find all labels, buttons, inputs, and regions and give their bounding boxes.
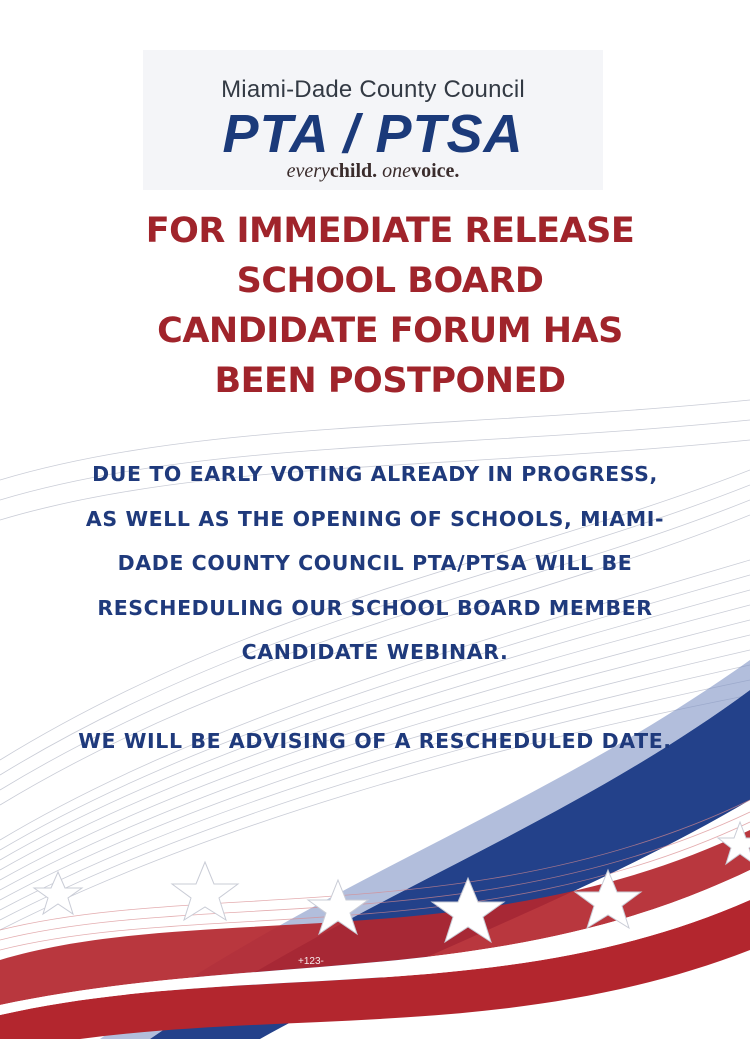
announcement-line: DUE TO EARLY VOTING ALREADY IN PROGRESS,	[92, 462, 658, 486]
paragraph-gap	[40, 675, 710, 719]
footer-contact-fragment: +123-	[298, 956, 324, 967]
headline-line: SCHOOL BOARD	[236, 261, 544, 301]
announcement-line: CANDIDATE WEBINAR.	[241, 640, 509, 664]
announcement-line: DADE COUNTY COUNCIL PTA/PTSA WILL BE	[117, 551, 633, 575]
tagline-every: every	[286, 160, 330, 182]
tagline-voice: voice.	[411, 160, 460, 182]
pta-ptsa-logo	[143, 50, 603, 190]
announcement-closing: WE WILL BE ADVISING OF A RESCHEDULED DATE.	[78, 728, 672, 753]
headline-line: BEEN POSTPONED	[214, 361, 566, 401]
council-name: Miami-Dade County Council	[221, 76, 525, 103]
tagline-one: one	[382, 160, 412, 182]
announcement-body	[40, 452, 710, 763]
announcement-line: AS WELL AS THE OPENING OF SCHOOLS, MIAMI-	[85, 506, 665, 531]
headline	[90, 206, 690, 406]
logo-tagline	[143, 160, 603, 183]
tagline-child: child.	[329, 160, 378, 182]
headline-line: CANDIDATE FORUM HAS	[157, 311, 623, 351]
headline-line: FOR IMMEDIATE RELEASE	[145, 211, 635, 251]
announcement-line: RESCHEDULING OUR SCHOOL BOARD MEMBER	[97, 595, 653, 620]
pta-ptsa-wordmark: PTA / PTSA	[222, 104, 524, 164]
star-2	[172, 862, 238, 920]
